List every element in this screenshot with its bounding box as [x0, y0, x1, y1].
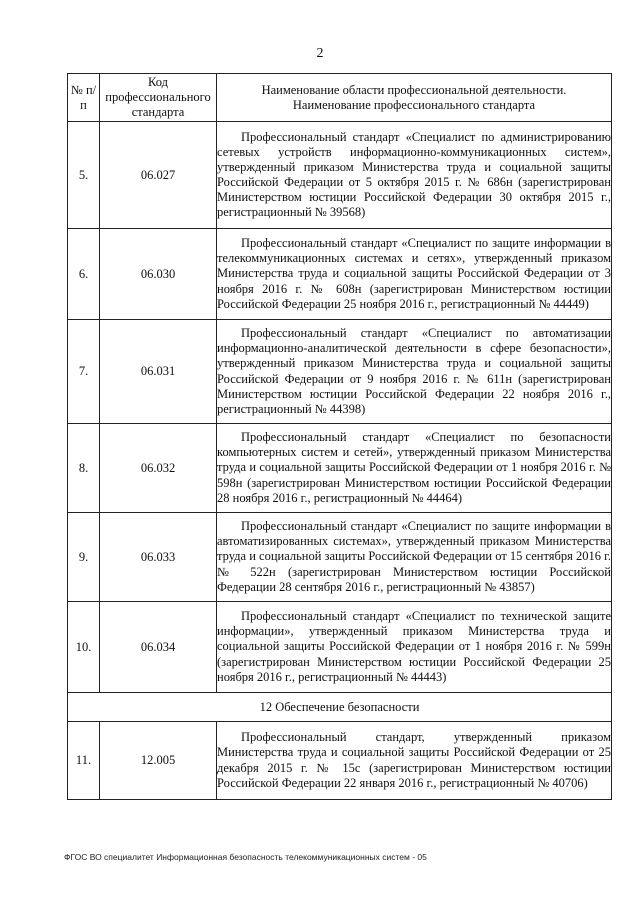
- standard-code: 06.030: [100, 229, 217, 320]
- standard-description: [217, 513, 612, 602]
- table-row: [68, 320, 612, 424]
- page-footer: ФГОС ВО специалитет Информационная безопасность телекоммуникационных систем - 05: [64, 852, 427, 862]
- row-number: 6.: [68, 229, 100, 320]
- row-number: 9.: [68, 513, 100, 602]
- standard-description: [217, 424, 612, 513]
- header-name-line1: Наименование области профессиональной деятельности.: [261, 82, 567, 97]
- header-number: № п/п: [68, 74, 100, 122]
- standard-description: [217, 122, 612, 229]
- header-code: Код профессионального стандарта: [100, 74, 217, 122]
- table-row: [68, 722, 612, 800]
- table-row: [68, 602, 612, 693]
- standard-description: [217, 320, 612, 424]
- header-name-line2: Наименование профессионального стандарта: [292, 97, 536, 112]
- standard-code: 12.005: [100, 722, 217, 800]
- section-title: 12 Обеспечение безопасности: [68, 693, 612, 722]
- standard-code: 06.027: [100, 122, 217, 229]
- standard-description: [217, 229, 612, 320]
- standard-code: 06.031: [100, 320, 217, 424]
- standard-text: Профессиональный стандарт «Специалист по безопасности компьютерных систем и сетей», утвержденный приказом Министерства труда и социальной защиты Российской Федерации от 1 ноября 2016 г. № 598н (зарегистрирован Министерством юстиции Российской Федерации 28 ноября 2016 г., регистрационный № 44464): [217, 430, 611, 505]
- row-number: 11.: [68, 722, 100, 800]
- standard-text: Профессиональный стандарт «Специалист по технической защите информации», утвержденный приказом Министерства труда и социальной защиты Российской Федерации от 1 ноября 2016 г. № 599н (зарегистрирован Министерством юстиции Российской Федерации 25 ноября 2016 г., регистрационный № 44443): [217, 609, 611, 684]
- row-number: 8.: [68, 424, 100, 513]
- row-number: 10.: [68, 602, 100, 693]
- standard-code: 06.034: [100, 602, 217, 693]
- professional-standards-table: [67, 73, 612, 800]
- table-row: [68, 513, 612, 602]
- standard-text: Профессиональный стандарт «Специалист по администрированию сетевых устройств информационно-коммуникационных систем», утвержденный приказом Министерства труда и социальной защиты Российской Федерации от 5 октября 2015 г. № 686н (зарегистрирован Министерством юстиции Российской Федерации 30 октября 2015 г., регистрационный № 39568): [217, 129, 611, 220]
- table-row: [68, 122, 612, 229]
- page-number: 2: [316, 46, 324, 61]
- standard-description: [217, 602, 612, 693]
- standard-description: [217, 722, 612, 800]
- header-name: [217, 74, 612, 122]
- section-row: [68, 693, 612, 722]
- table-row: [68, 229, 612, 320]
- standard-code: 06.033: [100, 513, 217, 602]
- standard-text: Профессиональный стандарт, утвержденный приказом Министерства труда и социальной защиты Российской Федерации от 25 декабря 2015 г. № 15с (зарегистрирован Министерством юстиции Российской Федерации 22 января 2016 г., регистрационный № 40706): [217, 730, 611, 790]
- standard-text: Профессиональный стандарт «Специалист по автоматизации информационно-аналитической деятельности в сфере безопасности», утвержденный приказом Министерства труда и социальной защиты Российской Федерации от 9 ноября 2016 г. № 611н (зарегистрирован Министерством юстиции Российской Федерации 22 ноября 2016 г., регистрационный № 44398): [217, 326, 611, 416]
- table-header-row: [68, 74, 612, 122]
- table-row: [68, 424, 612, 513]
- standard-code: 06.032: [100, 424, 217, 513]
- row-number: 7.: [68, 320, 100, 424]
- standard-text: Профессиональный стандарт «Специалист по защите информации в телекоммуникационных системах и сетях», утвержденный приказом Министерства труда и социальной защиты Российской Федерации от 3 ноября 2016 г. № 608н (зарегистрирован Министерством юстиции Российской Федерации 25 ноября 2016 г., регистрационный № 44449): [217, 236, 611, 311]
- row-number: 5.: [68, 122, 100, 229]
- standard-text: Профессиональный стандарт «Специалист по защите информации в автоматизированных системах», утвержденный приказом Министерства труда и социальной защиты Российской Федерации от 15 сентября 2016 г. № 522н (зарегистрирован Министерством юстиции Российской Федерации 28 сентября 2016 г., регистрационный № 43857): [217, 519, 611, 594]
